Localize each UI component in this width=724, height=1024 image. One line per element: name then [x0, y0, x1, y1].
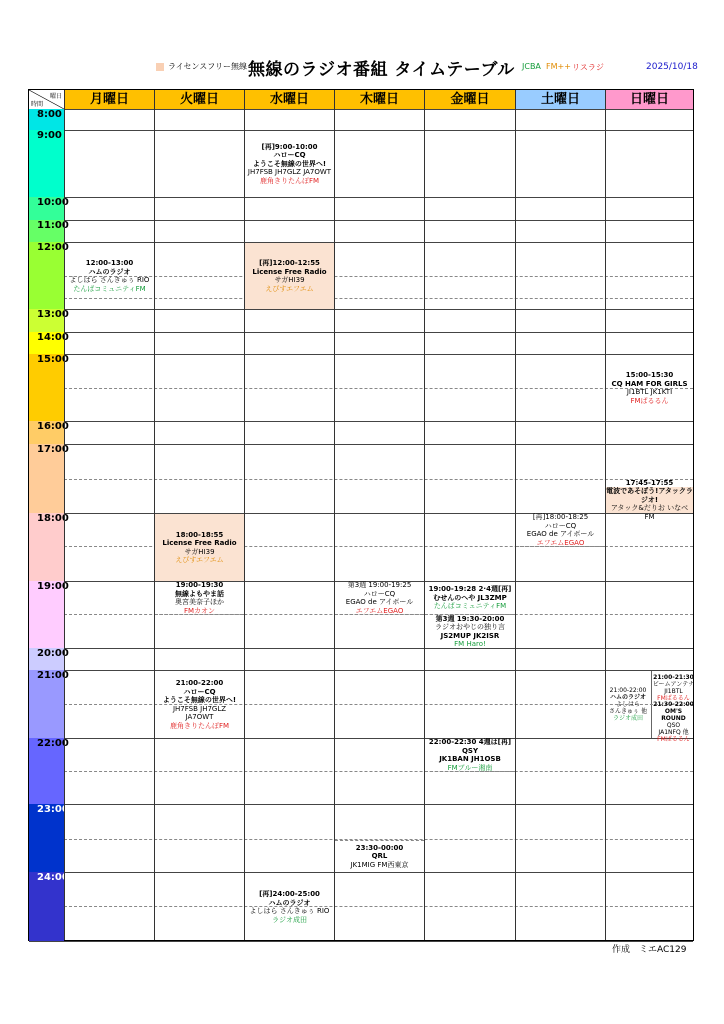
day-header-1: 月曜日	[64, 90, 154, 109]
hour-line	[29, 941, 693, 942]
program-line: ハローCQ	[363, 589, 396, 598]
half-hour-line	[64, 298, 693, 299]
program-line: サガHI39	[274, 276, 305, 284]
program-line: FMぱるるん	[657, 694, 690, 702]
program-line: FM Haro!	[454, 640, 486, 648]
program-line: むせんのへや JL3ZMP	[433, 593, 507, 602]
program-line: [再]12:00-12:55	[259, 259, 320, 267]
program-3[interactable]	[245, 243, 334, 309]
program-line: エフエムEGAO	[536, 538, 585, 547]
program-line: JK1BAN JH1OSB	[439, 755, 501, 763]
program-line: ハローCQ	[544, 521, 577, 530]
program-line: EGAO de アイボール	[345, 598, 414, 606]
program-line: JH7FSB JH7GLZ	[172, 704, 227, 713]
org-risuraji: リスラジ	[572, 63, 604, 72]
time-cell-1000: 10:00	[29, 197, 64, 220]
hour-line	[29, 648, 693, 649]
program-line: JI1BTL	[664, 687, 683, 695]
program-line: JA7OWT	[185, 713, 214, 721]
corner-bottom: 時間	[31, 101, 44, 108]
hour-line	[29, 354, 693, 355]
half-hour-line	[64, 479, 693, 480]
program-line: QSY	[461, 746, 479, 755]
program-line: 奥宮美奈子ほか	[175, 598, 224, 606]
program-line: 19:00-19:28 2·4週[再]	[428, 585, 512, 594]
program-line: ようこそ無線の世界へ!	[252, 159, 327, 168]
program-line: JI1BTL JK1KTI	[626, 388, 673, 396]
program-line: ラジオおやじの独り言	[435, 623, 505, 631]
program-9[interactable]	[335, 582, 424, 615]
time-cell-2100: 21:00	[29, 670, 64, 738]
program-line: たんばコミュニティFM	[73, 284, 146, 293]
program-line: エフエムEGAO	[355, 606, 404, 615]
half-hour-line	[64, 388, 693, 389]
time-cell-900: 9:00	[29, 130, 64, 197]
program-line: たんばコミュニティFM	[433, 602, 507, 611]
time-cell-1300: 13:00	[29, 309, 64, 332]
program-line: QSO	[666, 721, 681, 729]
time-cell-2200: 22:00	[29, 738, 64, 804]
time-cell-1200: 12:00	[29, 242, 64, 309]
program-line: よしはら さんきゅぅ RIO	[249, 907, 330, 915]
program-line: [再]18:00-18:25	[532, 513, 589, 521]
day-header-6: 土曜日	[515, 90, 605, 109]
program-6[interactable]	[155, 514, 244, 581]
program-line: 鹿角きりたんぽFM	[259, 176, 320, 185]
program-line: OM'S ROUND	[661, 707, 686, 722]
program-line: ハムのラジオ	[88, 267, 131, 276]
program-line: [再]9:00-10:00	[261, 142, 318, 151]
program-line: 21:00-21:30	[653, 673, 694, 681]
half-hour-line	[64, 276, 693, 277]
day-header-3: 水曜日	[244, 90, 334, 109]
program-line: JS2MUP JK2ISR	[440, 631, 500, 640]
half-hour-line	[64, 906, 693, 907]
column-line	[334, 90, 335, 940]
program-line: 21:30-22:00	[653, 700, 694, 708]
program-line: FMブルー湘南	[447, 763, 493, 772]
program-8[interactable]	[155, 582, 244, 615]
program-line: QRL	[371, 852, 388, 861]
program-line: FMぱるるん	[630, 396, 669, 405]
hour-line	[29, 670, 693, 671]
program-line: EGAO de アイボール	[526, 530, 595, 538]
program-16[interactable]	[425, 739, 515, 772]
org-fmpp: FM++	[546, 62, 571, 71]
program-line: [再]24:00-25:00	[259, 890, 320, 898]
program-line: ハムのラジオ	[609, 694, 646, 701]
hour-line	[29, 421, 693, 422]
timetable-grid	[28, 89, 694, 941]
program-13[interactable]	[606, 671, 650, 738]
time-cell-800: 8:00	[29, 109, 64, 130]
program-line: FMカオン	[183, 606, 216, 615]
program-line: ビームアンテナ	[652, 680, 695, 688]
program-line: さんきゅぅ 他	[609, 708, 647, 715]
time-cell-2400: 24:00	[29, 872, 64, 941]
column-line	[424, 90, 425, 940]
time-cell-1100: 11:00	[29, 220, 64, 242]
time-cell-1500: 15:00	[29, 354, 64, 421]
program-line: 電波であそぼう!アタックラジオ!	[606, 487, 693, 504]
time-cell-1800: 18:00	[29, 513, 64, 581]
program-15[interactable]	[651, 700, 695, 743]
time-cell-1400: 14:00	[29, 332, 64, 354]
half-hour-line	[64, 771, 693, 772]
program-line: えびすエフエム	[265, 284, 314, 293]
org-jcba: JCBA	[522, 62, 541, 71]
program-line: JA1NFQ 他	[658, 728, 689, 736]
corner-cell	[29, 90, 64, 109]
day-header-5: 金曜日	[424, 90, 515, 109]
program-4[interactable]	[606, 355, 693, 421]
hour-line	[29, 220, 693, 221]
page-title: 無線のラジオ番組 タイムテーブル	[248, 60, 515, 80]
hour-line	[29, 738, 693, 739]
program-line: 21:00-22:00	[609, 687, 647, 694]
header-divider	[29, 109, 693, 110]
program-line: ようこそ無線の世界へ!	[162, 696, 237, 704]
program-18[interactable]	[245, 873, 334, 941]
program-line: 15:00-15:30	[625, 371, 674, 379]
program-5[interactable]	[606, 478, 693, 521]
date-label: 2025/10/18	[646, 62, 698, 72]
day-header-7: 日曜日	[605, 90, 693, 109]
program-line: 23:30-00:00	[355, 843, 404, 852]
column-line	[244, 90, 245, 940]
program-2[interactable]	[65, 243, 154, 309]
hour-line	[29, 309, 693, 310]
legend-label: ライセンスフリー無線	[168, 62, 247, 71]
program-line: 17:45-17:55	[625, 478, 674, 487]
legend-swatch	[156, 63, 164, 71]
program-line: 無線よもやま話	[175, 589, 224, 598]
program-line: 18:00-18:55	[175, 530, 224, 539]
program-line: License Free Radio	[252, 267, 327, 276]
program-line: えびすエフエム	[175, 556, 224, 564]
program-12[interactable]	[155, 671, 244, 738]
program-10[interactable]	[425, 582, 515, 615]
program-line: License Free Radio	[162, 539, 237, 547]
corner-top: 曜日	[49, 93, 62, 100]
program-line: 22:00-22:30 4週は[再]	[428, 738, 512, 746]
time-cell-1700: 17:00	[29, 444, 64, 513]
program-line: CQ HAM FOR GIRLS	[611, 379, 688, 388]
program-line: サガHI39	[184, 547, 215, 556]
program-line: よしはら さんきゅぅ RIO	[69, 276, 150, 284]
program-line: よしはら	[615, 701, 640, 708]
hour-line	[29, 872, 693, 873]
hour-line	[29, 197, 693, 198]
program-line: FMぱるるん	[657, 735, 690, 743]
program-line: JK1MIG FM西東京	[350, 860, 409, 869]
time-cell-2000: 20:00	[29, 648, 64, 670]
program-line: ハローCQ	[273, 151, 306, 160]
program-17[interactable]	[335, 840, 424, 872]
program-1[interactable]	[245, 131, 334, 197]
day-header-4: 木曜日	[334, 90, 424, 109]
column-line	[64, 90, 65, 940]
program-line: 第3週 19:00-19:25	[347, 581, 412, 589]
time-cell-1600: 16:00	[29, 421, 64, 444]
program-line: 21:00-22:00	[175, 679, 224, 687]
program-14[interactable]	[651, 671, 695, 704]
program-11[interactable]	[425, 615, 515, 648]
hour-line	[29, 804, 693, 805]
program-line: 第3週 19:30-20:00	[435, 614, 505, 623]
program-line: ハムのラジオ	[268, 898, 311, 907]
program-line: JH7FSB JH7GLZ JA7OWT	[247, 168, 332, 177]
program-line: ラジオ成田	[272, 915, 307, 924]
program-line: アタック&だりお いなべFM	[610, 504, 689, 521]
hour-line	[29, 130, 693, 131]
time-cell-2300: 23:00	[29, 804, 64, 872]
hour-line	[29, 444, 693, 445]
time-cell-1900: 19:00	[29, 581, 64, 648]
program-line: 12:00-13:00	[85, 259, 134, 267]
day-header-2: 火曜日	[154, 90, 244, 109]
program-line: ラジオ成田	[612, 715, 643, 722]
author-footer: 作成 ミエAC129	[612, 945, 687, 955]
program-7[interactable]	[516, 514, 605, 547]
program-line: 19:00-19:30	[175, 581, 224, 589]
program-line: ハローCQ	[183, 687, 216, 696]
program-line: 鹿角きりたんぽFM	[169, 721, 230, 730]
hour-line	[29, 332, 693, 333]
